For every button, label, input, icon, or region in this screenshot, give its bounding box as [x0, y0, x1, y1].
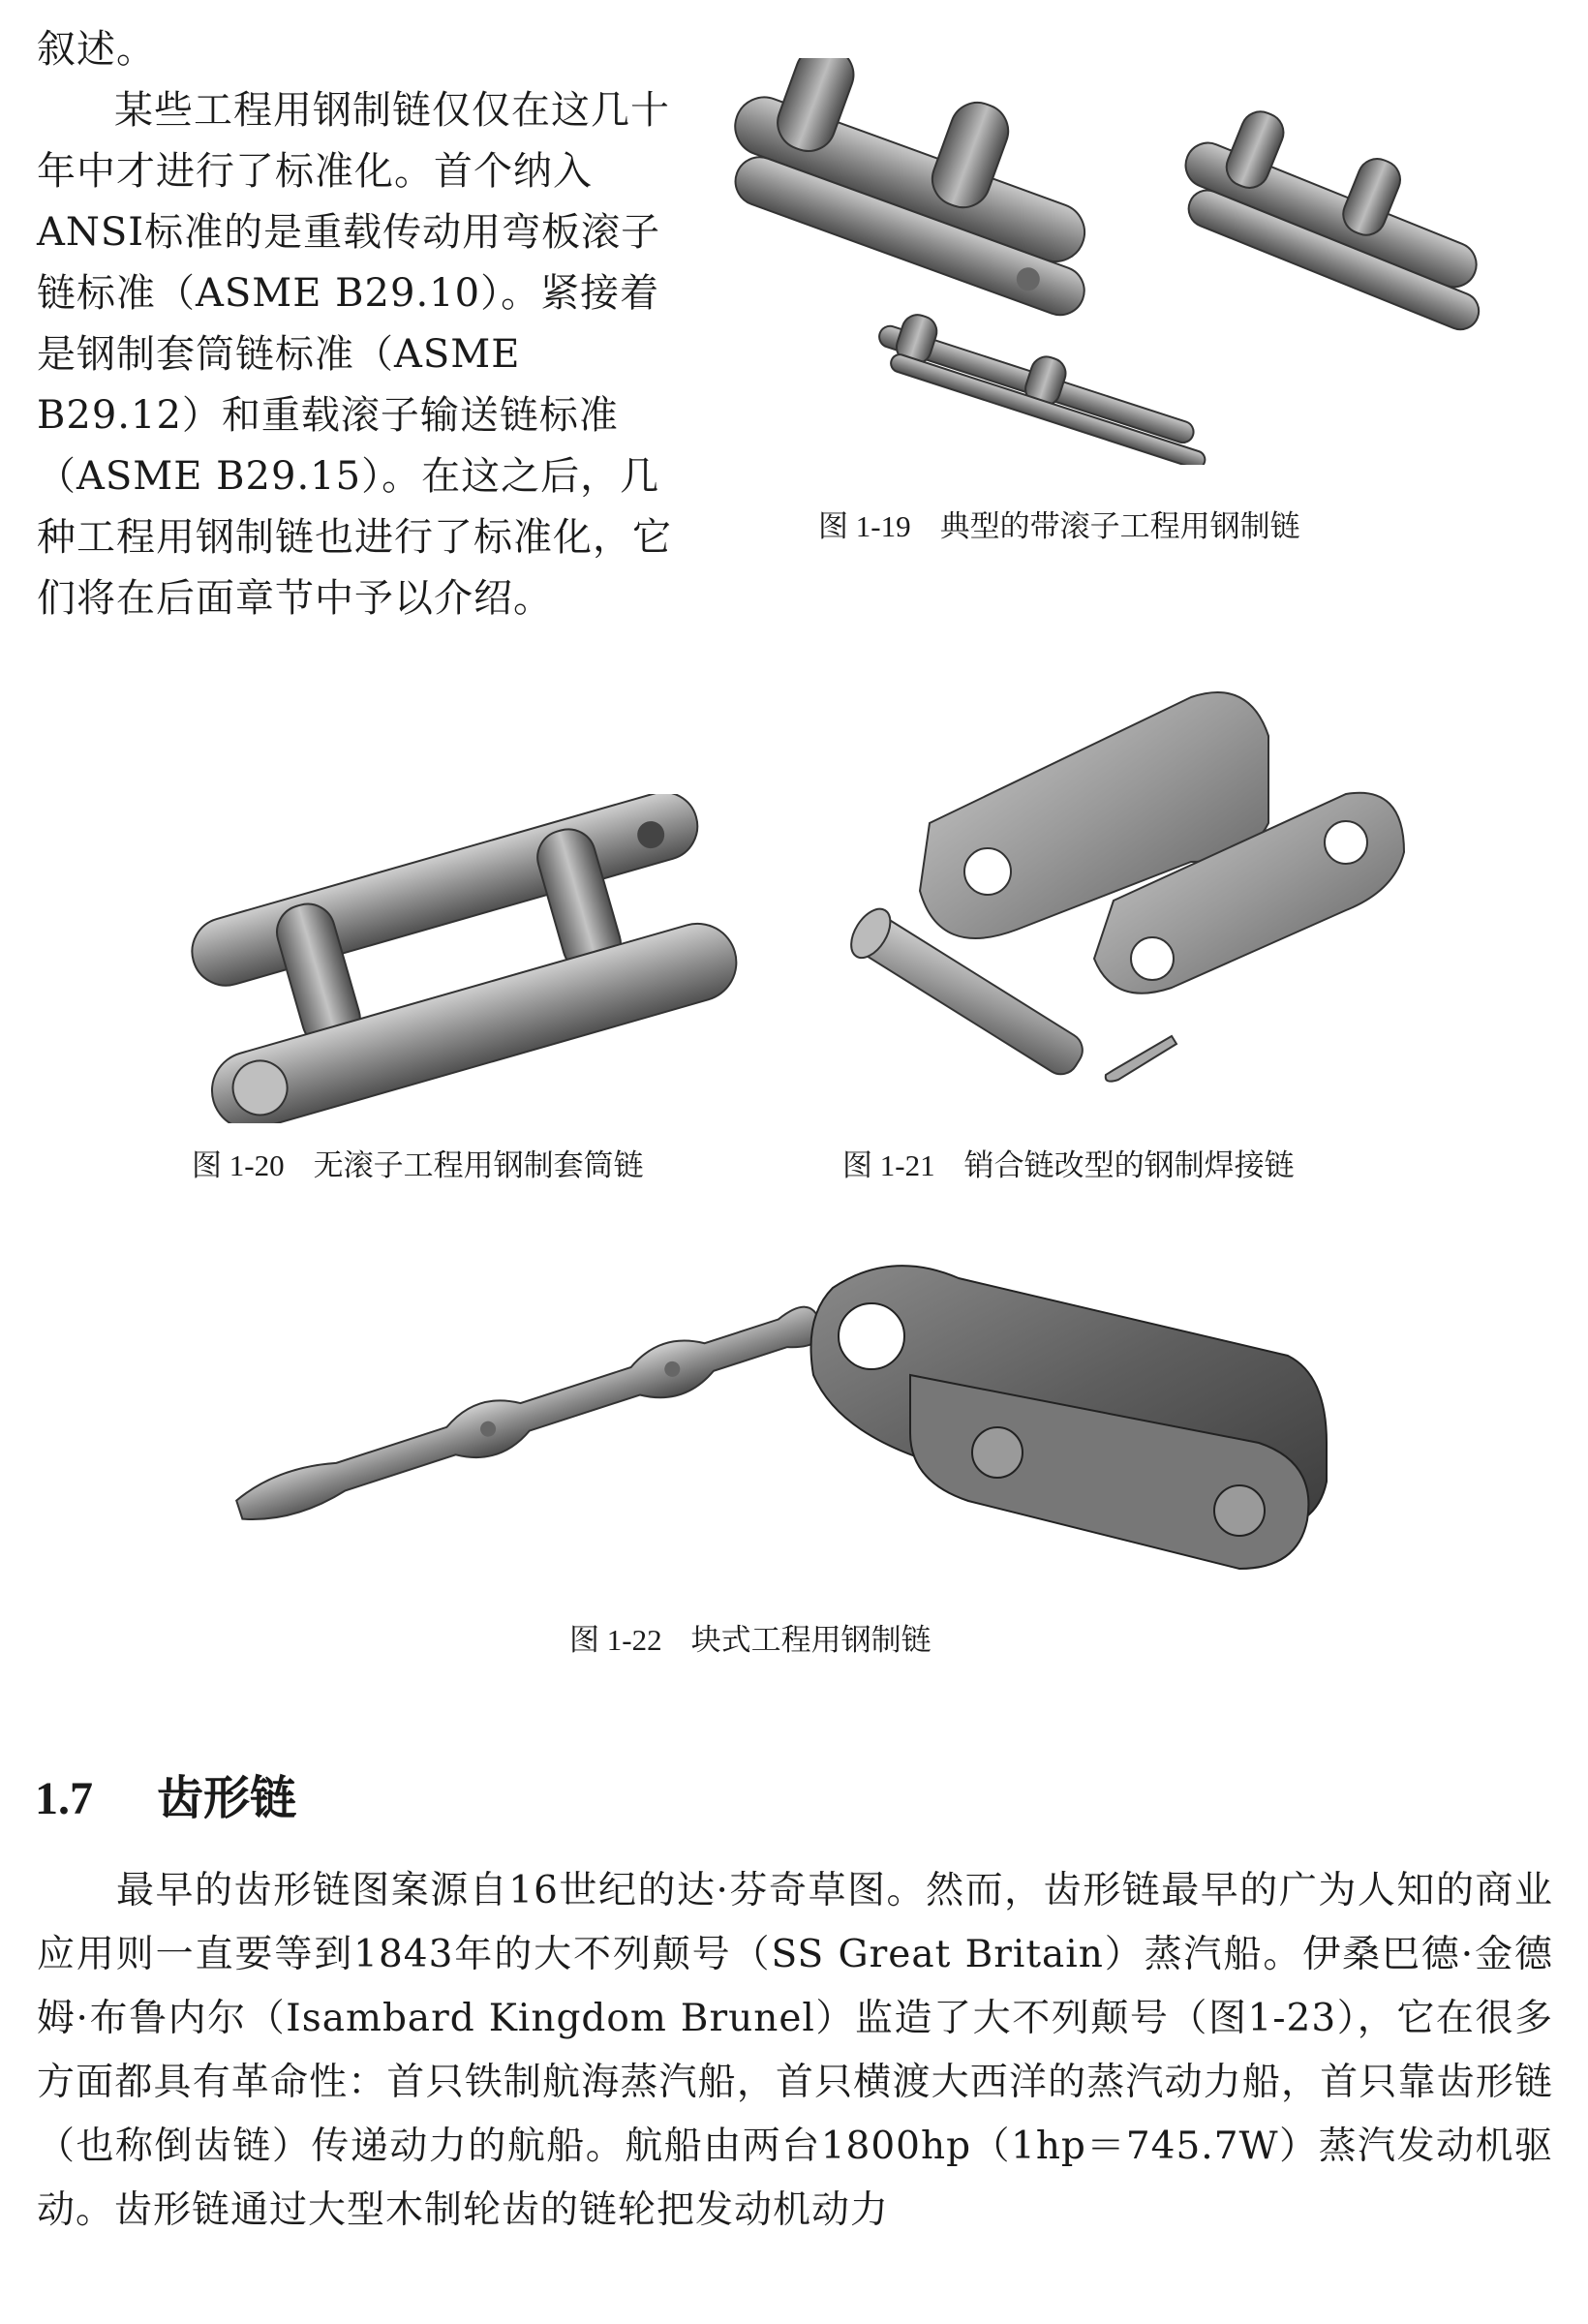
- figure-1-20-image: [174, 794, 755, 1123]
- intro-first-line: 叙述。: [37, 27, 156, 72]
- section-heading: [35, 1760, 296, 1827]
- figure-1-21-caption: [842, 1141, 1295, 1184]
- figure-caption-text: 销合链改型的钢制焊接链: [963, 1148, 1295, 1183]
- intro-paragraph: 某些工程用钢制链仅仅在这几十年中才进行了标准化。首个纳入ANSI标准的是重载传动用弯板滚子链标准（ASME B29.10）。紧接着是钢制套筒链标准（ASME B29.12）和重载滚子输送链标准（ASME B29.15）。在这之后，几种工程用钢制链也进行了标准化，它们将在后面章节中予以介绍。: [37, 88, 672, 621]
- figure-1-19-image: [697, 58, 1511, 465]
- body-text-block: [37, 1859, 1553, 2243]
- intro-text-block: [37, 19, 676, 629]
- figure-1-19-caption: [818, 502, 1300, 545]
- figure-caption-text: 典型的带滚子工程用钢制链: [939, 509, 1300, 544]
- figure-number: 图 1-19: [818, 509, 911, 543]
- figure-1-20-caption: [192, 1141, 644, 1184]
- body-paragraph: 最早的齿形链图案源自16世纪的达·芬奇草图。然而，齿形链最早的广为人知的商业应用则一直要等到1843年的大不列颠号（SS Great Britain）蒸汽船。伊桑巴德·金德姆·布鲁内尔（Isambard Kingdom Brunel）监造了大不列颠号（图1-23），它在很多方面都具有革命性：首只铁制航海蒸汽船，首只横渡大西洋的蒸汽动力船，首只靠齿形链（也称倒齿链）传递动力的航船。航船由两台1800hp（1hp＝745.7W）蒸汽发动机驱动。齿形链通过大型木制轮齿的链轮把发动机动力: [37, 1869, 1553, 2232]
- figure-1-21-image: [823, 678, 1414, 1104]
- figure-caption-text: 块式工程用钢制链: [690, 1623, 931, 1658]
- figure-caption-text: 无滚子工程用钢制套筒链: [313, 1148, 644, 1183]
- figure-number: 图 1-20: [192, 1148, 285, 1182]
- figure-number: 图 1-22: [569, 1623, 662, 1657]
- figure-1-22-caption: [569, 1615, 931, 1659]
- section-title: 齿形链: [157, 1771, 297, 1825]
- figure-number: 图 1-21: [842, 1148, 935, 1182]
- figure-1-22-image: [213, 1249, 1365, 1598]
- section-number: 1.7: [35, 1773, 93, 1824]
